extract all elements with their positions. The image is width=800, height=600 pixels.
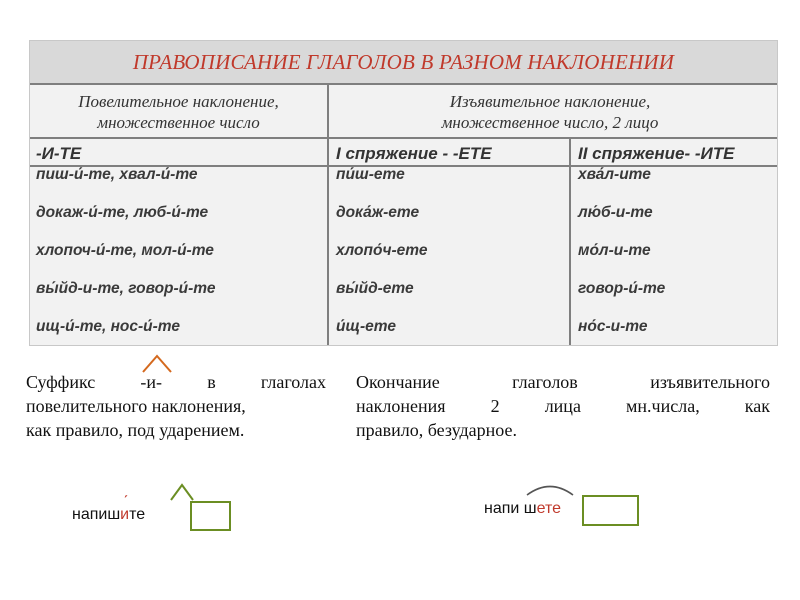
root-arc-icon xyxy=(524,480,576,498)
suffix-marker-icon xyxy=(168,482,200,502)
table-cell: лю́б-и-те xyxy=(578,204,653,221)
divider xyxy=(30,83,777,85)
divider xyxy=(30,137,777,139)
divider xyxy=(569,137,571,345)
ending-box xyxy=(582,495,639,526)
table-cell: говор-и́-те xyxy=(578,280,666,297)
table-cell: ищ-и́-те, нос-и́-те xyxy=(36,318,181,335)
table-cell: хлопоч-и́-те, мол-и́-те xyxy=(36,242,214,259)
note-ending-unstressed: Окончание глаголов изъявительного наклонения 2 лица мн.числа, как правило, безударное. xyxy=(356,372,770,440)
example-indicative-word: напи шете xyxy=(484,500,562,517)
table-cell: хлопо́ч-ете xyxy=(336,242,428,259)
table-title: ПРАВОПИСАНИЕ ГЛАГОЛОВ В РАЗНОМ НАКЛОНЕНИИ xyxy=(132,49,675,74)
conjugation-table xyxy=(29,40,778,346)
table-cell: вы́йд-ете xyxy=(336,280,414,297)
table-cell: дока́ж-ете xyxy=(336,204,420,221)
subheader-ite-suffix: -И-ТЕ xyxy=(36,144,82,163)
subheader-second-conjugation: II спряжение- -ИТЕ xyxy=(578,144,735,163)
table-title-bar xyxy=(30,41,777,83)
example-imperative-word: напиши ˊ те xyxy=(72,494,146,523)
table-cell: вы́йд-и-те, говор-и́-те xyxy=(36,280,216,297)
header-indicative: Изъявительное наклонение, множественное число, 2 лицо xyxy=(441,92,659,132)
note-suffix-stressed: Суффикс -и- в глаголах повелительного наклонения, как правило, под ударением. xyxy=(26,372,326,440)
table-cell: мо́л-и-те xyxy=(578,242,651,259)
header-imperative: Повелительное наклонение, множественное число xyxy=(78,92,279,132)
table-cell: но́с-и-те xyxy=(578,318,648,335)
table-cell: пиш-и́-те, хвал-и́-те xyxy=(36,166,198,183)
table-cell: и́щ-ете xyxy=(336,318,396,335)
table-cell: хва́л-ите xyxy=(578,166,651,183)
subheader-first-conjugation: I спряжение - -ЕТЕ xyxy=(336,144,492,163)
ending-box xyxy=(190,501,231,531)
table-cell: докаж-и́-те, люб-и́-те xyxy=(36,204,209,221)
divider xyxy=(327,83,329,345)
stress-mark-icon: ˊ xyxy=(123,494,129,511)
table-cell: пи́ш-ете xyxy=(336,166,405,183)
